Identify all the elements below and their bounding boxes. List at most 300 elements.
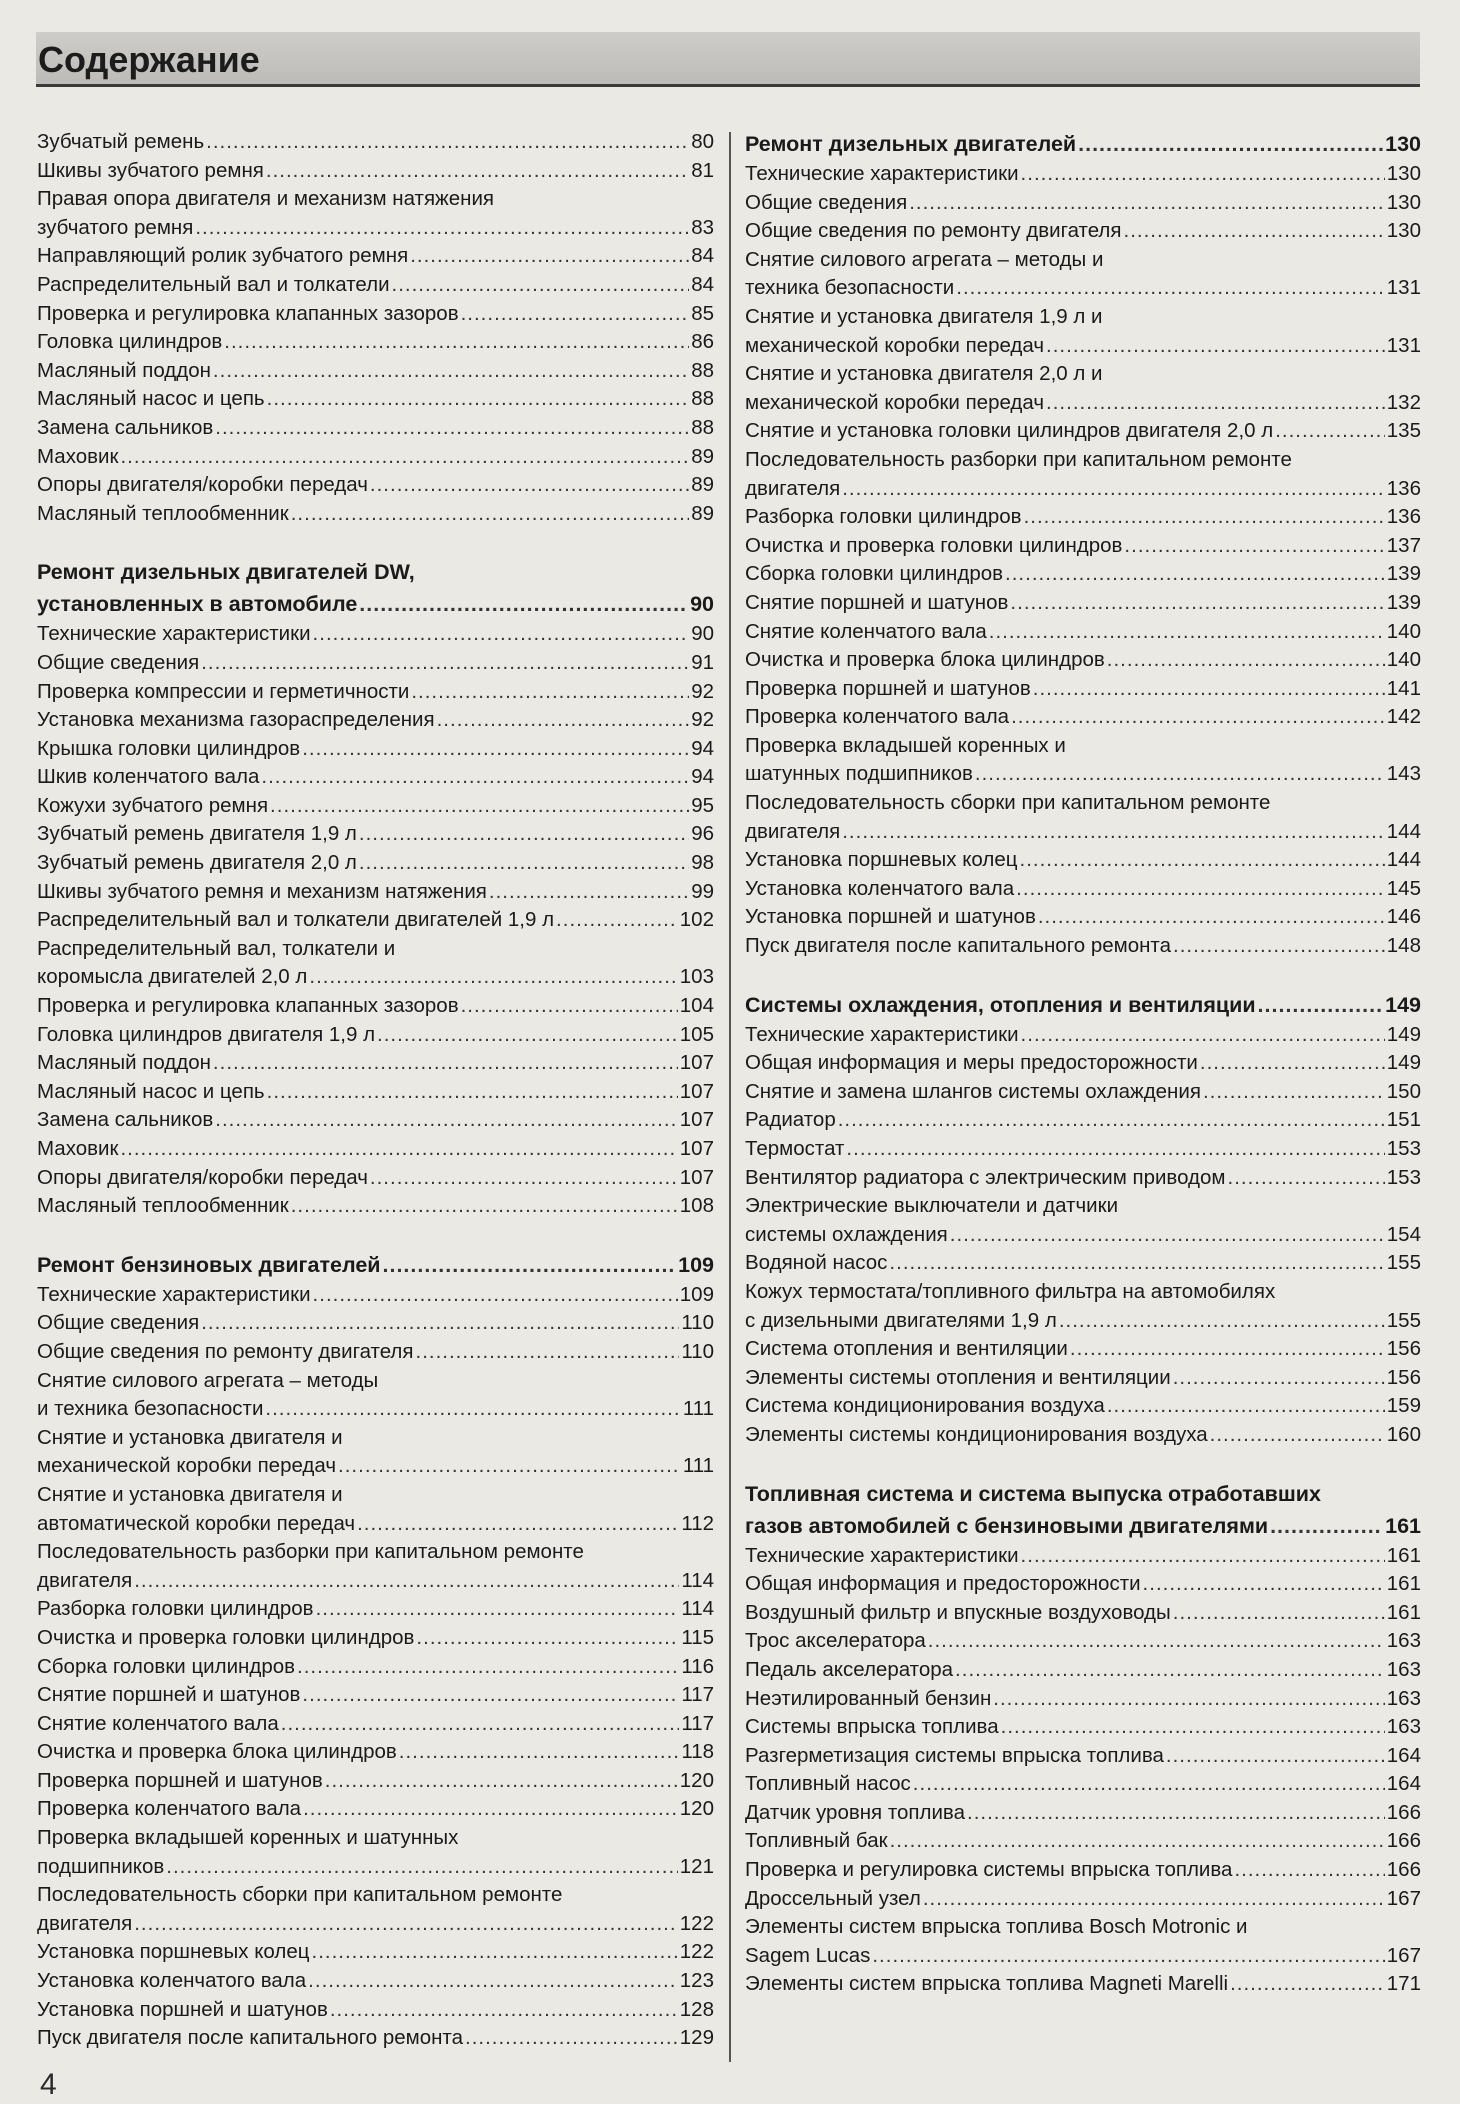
toc-entry[interactable] xyxy=(745,1827,1421,1856)
toc-entry-title: Системы впрыска топлива xyxy=(745,1715,999,1739)
toc-entry[interactable] xyxy=(37,1309,714,1338)
toc-entry[interactable] xyxy=(745,1770,1421,1799)
toc-page-number: 166 xyxy=(1386,1858,1421,1882)
toc-entry[interactable] xyxy=(37,1367,714,1424)
toc-entry[interactable] xyxy=(37,157,714,186)
toc-section-heading[interactable] xyxy=(37,556,714,620)
toc-entry[interactable] xyxy=(745,360,1421,417)
toc-page-number: 160 xyxy=(1386,1422,1421,1446)
dot-leader xyxy=(956,274,1385,303)
toc-page-number: 145 xyxy=(1386,876,1421,900)
toc-entry[interactable] xyxy=(37,1481,714,1538)
toc-entry-title: Масляный насос и цепь xyxy=(37,1079,265,1103)
toc-entry[interactable] xyxy=(37,1881,714,1938)
toc-entry-title: Проверка коленчатого вала xyxy=(745,705,1010,729)
toc-entry-title: Элементы системы отопления и вентиляции xyxy=(745,1365,1171,1389)
toc-entry[interactable] xyxy=(37,1738,714,1767)
toc-page-number: 117 xyxy=(681,1711,714,1735)
toc-entry-title: газов автомобилей с бензиновыми двигателями xyxy=(745,1513,1269,1538)
toc-page-number: 107 xyxy=(679,1137,714,1160)
toc-entry[interactable] xyxy=(745,932,1421,961)
toc-page-number: 144 xyxy=(1386,819,1421,843)
dot-leader xyxy=(416,1624,679,1653)
toc-entry[interactable] xyxy=(37,1710,714,1739)
toc-page-number: 107 xyxy=(679,1079,714,1103)
toc-page-number: 104 xyxy=(679,994,714,1018)
toc-entry-title: Электрические выключатели и датчики xyxy=(745,1194,1119,1218)
section-gap xyxy=(37,1221,714,1249)
toc-entry-title: Головка цилиндров двигателя 1,9 л xyxy=(37,1022,376,1046)
toc-entry[interactable] xyxy=(37,1595,714,1624)
toc-entry-title: Установка поршней и шатунов xyxy=(745,905,1036,929)
toc-entry[interactable] xyxy=(745,846,1421,875)
toc-page-number: 110 xyxy=(681,1339,714,1363)
dot-leader xyxy=(1124,532,1384,561)
toc-entry[interactable] xyxy=(37,1424,714,1481)
toc-entry[interactable] xyxy=(37,328,714,357)
toc-entry[interactable] xyxy=(745,1106,1421,1135)
dot-leader xyxy=(465,2024,678,2053)
toc-entry-title: Проверка вкладышей коренных и xyxy=(745,733,1066,757)
toc-entry[interactable] xyxy=(745,789,1421,846)
dot-leader xyxy=(1070,1335,1385,1364)
dot-leader xyxy=(1228,1164,1385,1193)
toc-entry[interactable] xyxy=(37,1996,714,2025)
toc-page-number: 117 xyxy=(681,1683,714,1707)
toc-entry[interactable] xyxy=(37,385,714,414)
toc-entry-title: зубчатого ремня xyxy=(37,215,194,239)
dot-leader xyxy=(928,1627,1385,1656)
toc-entry[interactable] xyxy=(37,1795,714,1824)
dot-leader xyxy=(166,1853,678,1882)
toc-entry[interactable] xyxy=(745,1656,1421,1685)
toc-entry[interactable] xyxy=(745,618,1421,647)
dot-leader xyxy=(330,1996,678,2025)
toc-page-number: 148 xyxy=(1386,934,1421,958)
toc-entry[interactable] xyxy=(37,849,714,878)
dot-leader xyxy=(1020,846,1385,875)
toc-entry[interactable] xyxy=(745,1135,1421,1164)
toc-entry-title: Проверка и регулировка системы впрыска топлива xyxy=(745,1858,1233,1882)
toc-entry[interactable] xyxy=(745,532,1421,561)
toc-entry[interactable] xyxy=(745,1627,1421,1656)
dot-leader xyxy=(266,157,689,186)
toc-entry-title: Технические характеристики xyxy=(745,1543,1019,1567)
toc-page-number: 163 xyxy=(1386,1686,1421,1710)
toc-entry-title: двигателя xyxy=(745,819,841,843)
toc-page-number: 143 xyxy=(1386,762,1421,786)
dot-leader xyxy=(1021,1021,1385,1050)
toc-entry[interactable] xyxy=(37,1078,714,1107)
toc-page-number: 120 xyxy=(679,1768,714,1792)
toc-entry-title: Установка механизма газораспределения xyxy=(37,708,435,732)
dot-leader xyxy=(267,385,690,414)
toc-entry-title: Снятие силового агрегата – методы и xyxy=(745,247,1104,271)
toc-entry-title: механической коробки передач xyxy=(37,1454,337,1478)
toc-entry-title: Элементы систем впрыска топлива Magneti Marelli xyxy=(745,1972,1229,1996)
toc-entry-title: Установка коленчатого вала xyxy=(745,876,1015,900)
toc-entry-title: Элементы систем впрыска топлива Bosch Motronic и xyxy=(745,1915,1248,1939)
toc-page-number: 114 xyxy=(681,1597,714,1621)
toc-entry-title: Установка поршней и шатунов xyxy=(37,1997,328,2021)
toc-page-number: 163 xyxy=(1386,1629,1421,1653)
toc-entry[interactable] xyxy=(745,1278,1421,1335)
dot-leader xyxy=(291,1192,678,1221)
toc-entry-title: Общие сведения по ремонту двигателя xyxy=(37,1339,414,1363)
dot-leader xyxy=(1016,875,1385,904)
dot-leader xyxy=(923,1885,1385,1914)
toc-page-number: 161 xyxy=(1385,1513,1421,1538)
toc-entry[interactable] xyxy=(37,1164,714,1193)
dot-leader xyxy=(120,1135,677,1164)
dot-leader xyxy=(1038,903,1385,932)
toc-entry[interactable] xyxy=(745,1799,1421,1828)
dot-leader xyxy=(359,849,689,878)
dot-leader xyxy=(913,1770,1385,1799)
toc-page-number: 103 xyxy=(679,965,714,989)
toc-entry[interactable] xyxy=(37,1767,714,1796)
toc-entry[interactable] xyxy=(745,903,1421,932)
toc-section-heading[interactable] xyxy=(37,1249,714,1281)
toc-entry-title: Проверка коленчатого вала xyxy=(37,1797,302,1821)
dot-leader xyxy=(838,1106,1385,1135)
toc-entry[interactable] xyxy=(37,1192,714,1221)
toc-entry[interactable] xyxy=(745,1913,1421,1970)
toc-entry-title: Последовательность сборки при капитальном ремонте xyxy=(745,791,1271,815)
toc-entry-title: Дроссельный узел xyxy=(745,1886,921,1910)
toc-entry-title: двигателя xyxy=(37,1911,133,1935)
toc-entry-title: Общие сведения xyxy=(37,1311,200,1335)
toc-entry[interactable] xyxy=(37,1624,714,1653)
dot-leader xyxy=(120,443,689,472)
toc-page-number: 88 xyxy=(691,415,714,439)
dot-leader xyxy=(291,500,689,529)
toc-page-number: 129 xyxy=(679,2026,714,2050)
toc-entry[interactable] xyxy=(745,560,1421,589)
column-divider xyxy=(729,132,731,2062)
toc-page-number: 156 xyxy=(1386,1337,1421,1361)
toc-entry-title: системы охлаждения xyxy=(745,1222,948,1246)
dot-leader xyxy=(224,328,689,357)
toc-entry-title: Масляный теплообменник xyxy=(37,1194,289,1218)
toc-entry[interactable] xyxy=(745,303,1421,360)
toc-entry[interactable] xyxy=(37,678,714,707)
toc-page-number: 161 xyxy=(1386,1572,1421,1596)
dot-leader xyxy=(890,1827,1385,1856)
toc-entry-title: автоматической коробки передач xyxy=(37,1511,356,1535)
toc-entry-title: Установка коленчатого вала xyxy=(37,1969,307,1993)
toc-entry-title: Снятие поршней и шатунов xyxy=(745,590,1009,614)
dot-leader xyxy=(134,1567,679,1596)
toc-entry[interactable] xyxy=(745,589,1421,618)
toc-entry[interactable] xyxy=(37,620,714,649)
toc-entry[interactable] xyxy=(37,357,714,386)
toc-entry-title: двигателя xyxy=(745,476,841,500)
dot-leader xyxy=(1234,1856,1384,1885)
toc-page-number: 95 xyxy=(691,793,714,817)
toc-page-number: 118 xyxy=(681,1740,714,1764)
toc-entry[interactable] xyxy=(37,300,714,329)
toc-entry-title: Распределительный вал, толкатели и xyxy=(37,936,396,960)
toc-entry[interactable] xyxy=(37,1967,714,1996)
toc-entry[interactable] xyxy=(745,446,1421,503)
toc-entry[interactable] xyxy=(745,1970,1421,1999)
dot-leader xyxy=(215,1106,678,1135)
toc-entry-title: Сборка головки цилиндров xyxy=(37,1654,296,1678)
toc-entry-title: Сборка головки цилиндров xyxy=(745,562,1004,586)
toc-entry[interactable] xyxy=(745,1713,1421,1742)
toc-entry[interactable] xyxy=(37,706,714,735)
dot-leader xyxy=(312,1938,678,1967)
toc-entry[interactable] xyxy=(745,1392,1421,1421)
toc-entry[interactable] xyxy=(745,732,1421,789)
toc-entry[interactable] xyxy=(745,189,1421,218)
toc-entry[interactable] xyxy=(37,1338,714,1367)
toc-page-number: 83 xyxy=(691,215,714,239)
dot-leader xyxy=(1005,560,1385,589)
toc-entry[interactable] xyxy=(37,1653,714,1682)
toc-page-number: 130 xyxy=(1386,219,1421,243)
dot-leader xyxy=(975,760,1385,789)
dot-leader xyxy=(1046,332,1385,361)
toc-entry-title: Снятие и установка двигателя 1,9 л и xyxy=(745,304,1103,328)
toc-entry-title: Опоры двигателя/коробки передач xyxy=(37,473,368,497)
toc-page-number: 91 xyxy=(691,650,714,674)
toc-entry[interactable] xyxy=(745,1021,1421,1050)
toc-entry[interactable] xyxy=(745,1570,1421,1599)
toc-page-number: 166 xyxy=(1386,1829,1421,1853)
toc-page-number: 171 xyxy=(1386,1972,1421,1996)
toc-page-number: 156 xyxy=(1386,1365,1421,1389)
toc-page-number: 122 xyxy=(679,1911,714,1935)
toc-page-number: 130 xyxy=(1386,162,1421,185)
toc-entry-title: Снятие силового агрегата – методы xyxy=(37,1368,379,1392)
toc-entry[interactable] xyxy=(37,1281,714,1310)
toc-page-number: 135 xyxy=(1386,419,1421,443)
toc-entry[interactable] xyxy=(745,1742,1421,1771)
dot-leader xyxy=(1010,589,1384,618)
toc-page-number: 86 xyxy=(691,330,714,354)
toc-entry-title: коромысла двигателей 2,0 л xyxy=(37,965,308,989)
toc-entry[interactable] xyxy=(745,246,1421,303)
dot-leader xyxy=(313,1281,678,1310)
toc-page-number: 151 xyxy=(1386,1108,1421,1132)
toc-entry[interactable] xyxy=(37,271,714,300)
toc-entry[interactable] xyxy=(745,675,1421,704)
dot-leader xyxy=(1021,1542,1385,1571)
toc-entry-title: подшипников xyxy=(37,1854,165,1878)
dot-leader xyxy=(1200,1049,1385,1078)
toc-entry[interactable] xyxy=(37,414,714,443)
toc-entry[interactable] xyxy=(37,735,714,764)
dot-leader xyxy=(437,706,690,735)
toc-section-heading[interactable] xyxy=(745,1478,1421,1542)
toc-page-number: 167 xyxy=(1386,1886,1421,1910)
toc-entry[interactable] xyxy=(745,417,1421,446)
toc-page-number: 90 xyxy=(691,622,714,646)
toc-entry-title: механической коробки передач xyxy=(745,333,1045,357)
toc-page-number: 109 xyxy=(678,1252,714,1277)
toc-entry[interactable] xyxy=(37,820,714,849)
toc-entry[interactable] xyxy=(745,1856,1421,1885)
toc-entry[interactable] xyxy=(37,500,714,529)
toc-entry-title: Шкив коленчатого вала xyxy=(37,765,260,789)
dot-leader xyxy=(416,1338,680,1367)
dot-leader xyxy=(377,1021,678,1050)
toc-page-number: 92 xyxy=(691,708,714,732)
dot-leader xyxy=(265,1395,680,1424)
toc-entry[interactable] xyxy=(37,1021,714,1050)
toc-entry-title: Педаль акселератора xyxy=(745,1657,954,1681)
toc-entry[interactable] xyxy=(37,443,714,472)
toc-page-number: 150 xyxy=(1386,1079,1421,1103)
toc-entry-title: Установка поршневых колец xyxy=(745,848,1018,872)
dot-leader xyxy=(195,214,689,243)
dot-leader xyxy=(325,1767,678,1796)
toc-page-number: 111 xyxy=(682,1397,714,1421)
toc-entry[interactable] xyxy=(745,1364,1421,1393)
toc-entry-title: Пуск двигателя после капитального ремонта xyxy=(37,2026,463,2050)
toc-entry[interactable] xyxy=(37,1538,714,1595)
toc-entry[interactable] xyxy=(37,1049,714,1078)
toc-entry[interactable] xyxy=(37,935,714,992)
toc-page-number: 139 xyxy=(1386,590,1421,614)
toc-page-number: 88 xyxy=(691,358,714,382)
toc-entry[interactable] xyxy=(745,1249,1421,1278)
dot-leader xyxy=(1021,160,1385,189)
toc-entry-title: Система отопления и вентиляции xyxy=(745,1337,1068,1361)
dot-leader xyxy=(410,242,689,271)
toc-entry[interactable] xyxy=(745,1335,1421,1364)
toc-section-heading[interactable] xyxy=(745,128,1421,160)
toc-entry[interactable] xyxy=(745,160,1421,189)
toc-entry[interactable] xyxy=(37,471,714,500)
toc-entry-title: Системы охлаждения, отопления и вентиляции xyxy=(745,992,1256,1017)
toc-page-number: 90 xyxy=(690,592,714,617)
toc-page-number: 109 xyxy=(679,1282,714,1306)
toc-entry[interactable] xyxy=(37,1106,714,1135)
toc-entry[interactable] xyxy=(37,1938,714,1967)
dot-leader xyxy=(359,820,689,849)
toc-entry[interactable] xyxy=(745,703,1421,732)
dot-leader xyxy=(846,1135,1384,1164)
toc-entry[interactable] xyxy=(745,875,1421,904)
toc-entry-title: Масляный поддон xyxy=(37,358,211,382)
toc-page-number: 98 xyxy=(691,851,714,875)
dot-leader xyxy=(967,1799,1385,1828)
toc-entry-title: Снятие и установка головки цилиндров двигателя 2,0 л xyxy=(745,419,1274,443)
toc-entry[interactable] xyxy=(37,878,714,907)
toc-entry-title: Очистка и проверка головки цилиндров xyxy=(745,533,1123,557)
toc-entry-title: Снятие поршней и шатунов xyxy=(37,1683,301,1707)
toc-page-number: 149 xyxy=(1385,992,1421,1017)
dot-leader xyxy=(370,1164,678,1193)
toc-entry[interactable] xyxy=(745,1885,1421,1914)
toc-entry[interactable] xyxy=(37,992,714,1021)
toc-entry[interactable] xyxy=(745,217,1421,246)
toc-entry[interactable] xyxy=(745,1049,1421,1078)
toc-entry[interactable] xyxy=(745,1542,1421,1571)
toc-entry[interactable] xyxy=(745,503,1421,532)
toc-entry-title: Трос акселератора xyxy=(745,1629,926,1653)
toc-entry[interactable] xyxy=(745,1078,1421,1107)
toc-entry[interactable] xyxy=(37,792,714,821)
toc-entry[interactable] xyxy=(37,1681,714,1710)
toc-entry-title: Проверка компрессии и герметичности xyxy=(37,679,410,703)
toc-page-number: 149 xyxy=(1386,1051,1421,1075)
toc-page-number: 130 xyxy=(1385,132,1421,156)
toc-entry[interactable] xyxy=(745,1421,1421,1450)
toc-entry-title: с дизельными двигателями 1,9 л xyxy=(745,1308,1057,1332)
dot-leader xyxy=(359,588,688,620)
toc-entry-title: Установка поршневых колец xyxy=(37,1940,310,1964)
toc-page-number: 142 xyxy=(1386,705,1421,729)
toc-entry-title: Ремонт дизельных двигателей xyxy=(745,132,1077,156)
toc-entry-title: Маховик xyxy=(37,1137,119,1160)
dot-leader xyxy=(303,1795,678,1824)
toc-entry-title: Проверка и регулировка клапанных зазоров xyxy=(37,994,459,1018)
toc-entry-title: механической коробки передач xyxy=(745,390,1045,414)
dot-leader xyxy=(134,1910,678,1939)
toc-entry-title: Опоры двигателя/коробки передач xyxy=(37,1165,368,1189)
toc-page-number: 88 xyxy=(691,387,714,411)
dot-leader xyxy=(1059,1307,1385,1336)
toc-entry-title: Замена сальников xyxy=(37,415,214,439)
toc-page-number: 167 xyxy=(1386,1943,1421,1967)
toc-entry[interactable] xyxy=(37,649,714,678)
section-gap xyxy=(37,528,714,556)
toc-entry-title: Последовательность разборки при капитальном ремонте xyxy=(37,1540,584,1564)
toc-entry[interactable] xyxy=(745,1192,1421,1249)
toc-entry[interactable] xyxy=(37,185,714,242)
toc-page-number: 89 xyxy=(691,473,714,497)
toc-entry-title: Шкивы зубчатого ремня xyxy=(37,158,264,182)
dot-leader xyxy=(1173,1364,1385,1393)
toc-entry[interactable] xyxy=(37,2024,714,2053)
toc-page-number: 164 xyxy=(1386,1743,1421,1767)
toc-page-number: 139 xyxy=(1386,562,1421,586)
toc-entry[interactable] xyxy=(37,763,714,792)
toc-entry-title: техника безопасности xyxy=(745,276,955,300)
dot-leader xyxy=(411,678,689,707)
toc-page-number: 89 xyxy=(691,444,714,468)
toc-entry[interactable] xyxy=(745,1685,1421,1714)
toc-entry-title: Разборка головки цилиндров xyxy=(37,1597,314,1621)
toc-entry[interactable] xyxy=(37,1824,714,1881)
toc-entry-title: Масляный теплообменник xyxy=(37,501,289,525)
toc-page-number: 80 xyxy=(691,130,714,153)
toc-entry-title: Топливный насос xyxy=(745,1772,911,1796)
toc-entry-title: Масляный насос и цепь xyxy=(37,387,265,411)
toc-entry-title: Вентилятор радиатора с электрическим приводом xyxy=(745,1165,1226,1189)
toc-page-number: 123 xyxy=(679,1969,714,1993)
toc-entry[interactable] xyxy=(745,1599,1421,1628)
toc-page-number: 94 xyxy=(691,736,714,760)
toc-entry[interactable] xyxy=(37,242,714,271)
toc-entry[interactable] xyxy=(37,128,714,157)
toc-entry[interactable] xyxy=(745,646,1421,675)
dot-leader xyxy=(215,414,689,443)
toc-entry[interactable] xyxy=(37,906,714,935)
dot-leader xyxy=(1107,1392,1385,1421)
dot-leader xyxy=(392,271,690,300)
toc-page-number: 141 xyxy=(1386,676,1421,700)
toc-entry-title: Правая опора двигателя и механизм натяжения xyxy=(37,187,495,211)
toc-section-heading[interactable] xyxy=(745,989,1421,1021)
toc-entry-title: Кожухи зубчатого ремня xyxy=(37,793,269,817)
toc-entry[interactable] xyxy=(745,1164,1421,1193)
toc-entry[interactable] xyxy=(37,1135,714,1164)
